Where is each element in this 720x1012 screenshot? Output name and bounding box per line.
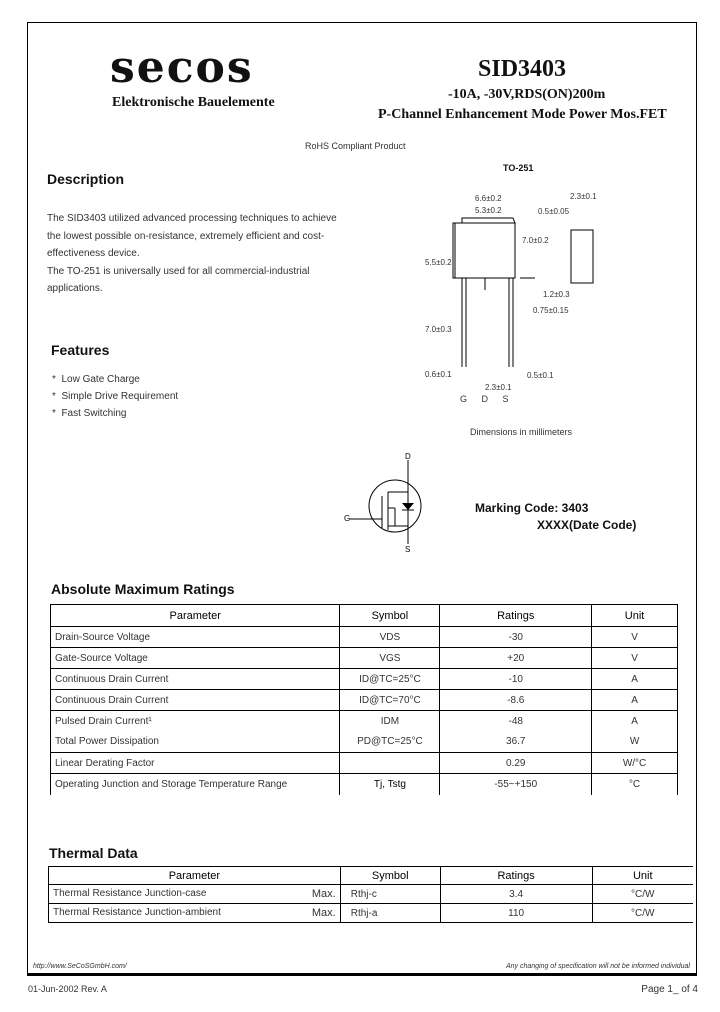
dim-label: 2.3±0.1: [570, 192, 597, 201]
gate-label: G: [344, 514, 351, 523]
table-row: Continuous Drain Current ID@TC=70°C -8.6 A: [51, 690, 678, 711]
table-row: Pulsed Drain Current¹ IDM -48 A: [51, 711, 678, 732]
dim-label: 1.2±0.3: [543, 290, 570, 299]
dim-label: 7.0±0.2: [522, 236, 549, 245]
features-title: Features: [51, 342, 110, 358]
table-row: Gate-Source Voltage VGS +20 V: [51, 648, 678, 669]
package-outline-drawing: [420, 185, 600, 395]
table-row: Thermal Resistance Junction-case Max. Rthj-c 3.4 °C/W: [49, 885, 694, 904]
abs-max-title: Absolute Maximum Ratings: [51, 581, 235, 597]
dim-label: 0.5±0.1: [527, 371, 554, 380]
thermal-table: [48, 866, 693, 923]
mosfet-schematic-symbol: [340, 448, 440, 556]
table-row: Total Power Dissipation PD@TC=25°C 36.7 W: [51, 732, 678, 753]
table-header-row: Parameter Symbol Ratings Unit: [51, 605, 678, 627]
date-code: XXXX(Date Code): [537, 518, 637, 532]
description-line: The SID3403 utilized advanced processing techniques to achieve: [47, 213, 337, 224]
dim-label: 5.3±0.2: [475, 206, 502, 215]
table-row: Linear Derating Factor 0.29 W/°C: [51, 753, 678, 774]
table-row: Drain-Source Voltage VDS -30 V: [51, 627, 678, 648]
abs-max-table: [50, 604, 678, 795]
feature-item: * Simple Drive Requirement: [52, 391, 179, 402]
part-number: SID3403: [478, 56, 567, 82]
source-label: S: [405, 545, 411, 554]
pin-labels: G D S: [460, 394, 509, 404]
dim-label: 6.6±0.2: [475, 194, 502, 203]
part-description: P-Channel Enhancement Mode Power Mos.FET: [378, 107, 667, 122]
dim-label: 2.3±0.1: [485, 383, 512, 392]
footer-date: 01-Jun-2002 Rev. A: [28, 984, 107, 994]
features-list: [52, 371, 178, 422]
table-row: Thermal Resistance Junction-ambient Max. Rthj-a 110 °C/W: [49, 904, 694, 923]
dimensions-note: Dimensions in millimeters: [470, 427, 573, 437]
drain-label: D: [405, 452, 411, 461]
footer-notice: Any changing of specification will not be informed individual: [505, 963, 690, 970]
dim-label: 0.6±0.1: [425, 370, 452, 379]
table-row: Continuous Drain Current ID@TC=25°C -10 A: [51, 669, 678, 690]
page-number: Page 1_ of 4: [641, 984, 698, 995]
thermal-title: Thermal Data: [49, 845, 138, 861]
dim-label: 7.0±0.3: [425, 325, 452, 334]
description-line: applications.: [47, 283, 103, 294]
table-row: Operating Junction and Storage Temperature Range Tj, Tstg -55~+150 °C: [51, 774, 678, 795]
package-name: TO-251: [503, 163, 534, 173]
rohs-label: RoHS Compliant Product: [305, 141, 406, 151]
dim-label: 0.5±0.05: [538, 207, 570, 216]
dim-label: 0.75±0.15: [533, 306, 569, 315]
feature-item: * Low Gate Charge: [52, 374, 140, 385]
description-line: effectiveness device.: [47, 248, 140, 259]
part-spec: -10A, -30V,RDS(ON)200m: [448, 87, 606, 102]
feature-item: * Fast Switching: [52, 408, 127, 419]
company-name: Elektronische Bauelemente: [112, 95, 275, 110]
table-header-row: Parameter Symbol Ratings Unit: [49, 867, 694, 885]
footer-url[interactable]: http://www.SeCoSGmbH.com/: [33, 963, 127, 970]
description-line: the lowest possible on-resistance, extremely efficient and cost-: [47, 230, 325, 242]
description-title: Description: [47, 171, 125, 187]
dim-label: 5.5±0.2: [425, 258, 452, 267]
description-text: [47, 210, 337, 298]
marking-code: Marking Code: 3403: [475, 501, 589, 515]
description-line: The TO-251 is universally used for all commercial-industrial: [47, 265, 310, 277]
secos-logo: secos: [110, 42, 254, 93]
